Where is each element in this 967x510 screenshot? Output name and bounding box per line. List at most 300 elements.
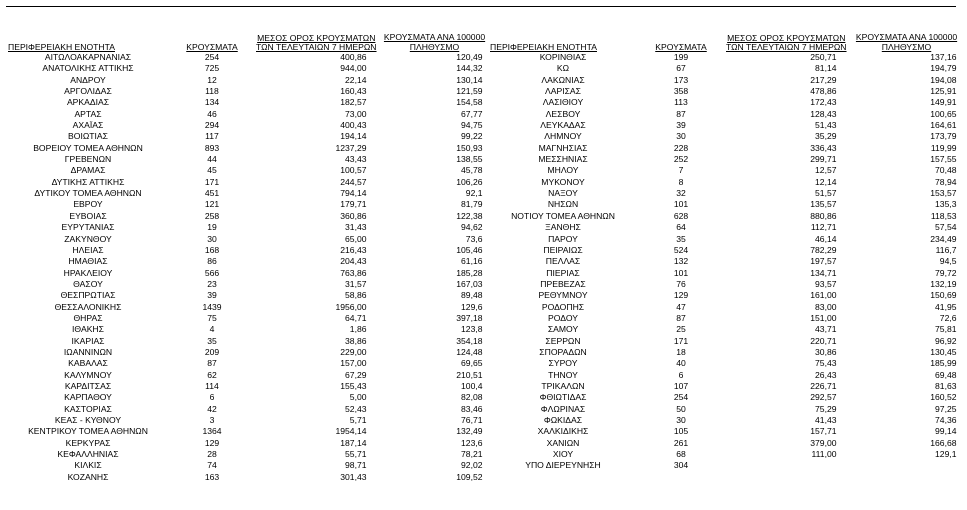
cases-cell: 1364 (202, 426, 222, 437)
avg7-cell: 41,43 (815, 415, 837, 425)
per100k-cell: 167,03 (456, 278, 483, 289)
per100k-cell: 194,79 (930, 63, 957, 74)
avg7-cell: 880,86 (810, 210, 837, 221)
region-cell: ΙΘΑΚΗΣ (72, 324, 104, 335)
table-row (490, 234, 967, 245)
avg7-cell: 65,00 (345, 233, 367, 244)
table-row (490, 143, 967, 154)
table-row (490, 404, 967, 415)
table-row (490, 63, 967, 74)
avg7-cell: 52,43 (345, 403, 367, 414)
table-row (490, 222, 967, 233)
avg7-cell: 336,43 (810, 142, 837, 153)
avg7-cell: 220,71 (810, 335, 837, 346)
table-row (8, 358, 493, 369)
region-cell: ΚΙΛΚΙΣ (74, 460, 102, 471)
per100k-cell: 160,52 (930, 392, 957, 403)
per100k-cell: 78,94 (935, 176, 957, 187)
cases-cell: 118 (205, 86, 219, 97)
region-cell: ΧΑΝΙΩΝ (546, 437, 580, 448)
cases-cell: 258 (204, 210, 220, 221)
per100k-cell: 397,18 (456, 312, 483, 323)
cases-cell: 39 (207, 290, 217, 301)
per100k-cell: 122,38 (456, 210, 483, 221)
cases-cell: 3 (209, 415, 215, 425)
cases-cell: 171 (204, 176, 220, 187)
per100k-cell: 130,45 (930, 346, 957, 357)
cases-cell: 35 (676, 233, 686, 244)
table-row (8, 404, 493, 415)
table-row (490, 86, 967, 97)
cases-cell: 261 (673, 437, 689, 448)
per100k-cell: 132,19 (930, 278, 957, 289)
avg7-cell: 5,71 (349, 415, 367, 425)
per100k-cell: 67,77 (461, 108, 483, 119)
region-cell: ΚΑΒΑΛΑΣ (68, 358, 108, 369)
avg7-cell: 1,86 (349, 324, 367, 335)
region-cell: ΥΠΟ ΔΙΕΡΕΥΝΗΣΗ (525, 460, 601, 471)
avg7-cell: 244,57 (340, 176, 367, 187)
avg7-cell: 64,71 (345, 312, 367, 323)
region-cell: ΘΕΣΠΡΩΤΙΑΣ (60, 290, 116, 301)
avg7-cell: 30,86 (815, 346, 837, 357)
per100k-cell: 185,99 (930, 358, 957, 369)
per100k-cell: 157,55 (930, 154, 957, 165)
region-cell: ΣΕΡΡΩΝ (545, 335, 581, 346)
per100k-cell: 210,51 (456, 369, 483, 380)
region-cell: ΘΑΣΟΥ (73, 278, 103, 289)
region-cell: ΗΜΑΘΙΑΣ (68, 256, 108, 267)
region-cell: ΣΑΜΟΥ (547, 324, 579, 335)
per100k-cell: 173,79 (930, 131, 957, 142)
avg7-cell: 38,86 (345, 335, 367, 346)
region-cell: ΑΧΑΪΑΣ (72, 120, 104, 131)
region-cell: ΚΑΛΥΜΝΟΥ (64, 369, 112, 380)
per100k-cell: 100,4 (461, 380, 483, 391)
region-cell: ΣΠΟΡΑΔΩΝ (539, 346, 587, 357)
region-cell: ΚΑΡΔΙΤΣΑΣ (64, 380, 112, 391)
per100k-cell: 154,58 (456, 97, 483, 108)
avg7-cell: 111,00 (811, 449, 837, 460)
region-cell: ΗΛΕΙΑΣ (72, 244, 104, 255)
per100k-cell: 79,72 (935, 267, 957, 278)
avg7-cell: 360,86 (340, 210, 367, 221)
table-row (8, 426, 493, 437)
region-cell: ΓΡΕΒΕΝΩΝ (64, 154, 112, 165)
table-row (490, 449, 967, 460)
left-cases-table (8, 23, 493, 483)
cases-cell: 254 (204, 52, 220, 62)
avg7-cell: 135,57 (810, 199, 837, 210)
header-per100k-line2: ΠΛΗΘΥΣΜΟ (881, 42, 932, 52)
per100k-cell: 72,6 (939, 312, 957, 323)
per100k-cell: 137,16 (930, 52, 957, 62)
cases-cell: 168 (204, 244, 220, 255)
per100k-cell (847, 460, 967, 471)
avg7-cell: 379,00 (810, 437, 837, 448)
region-cell: ΔΥΤΙΚΗΣ ΑΤΤΙΚΗΣ (51, 176, 125, 187)
table-row (8, 347, 493, 358)
cases-cell: 50 (676, 403, 686, 414)
table-row (8, 279, 493, 290)
region-cell: ΠΕΙΡΑΙΩΣ (543, 244, 583, 255)
cases-cell: 19 (207, 222, 217, 233)
avg7-cell: 75,43 (815, 358, 837, 369)
per100k-cell: 78,21 (461, 449, 483, 460)
cases-cell: 23 (207, 278, 217, 289)
per100k-cell: 94,62 (461, 222, 483, 233)
region-cell: ΑΙΤΩΛΟΑΚΑΡΝΑΝΙΑΣ (44, 52, 132, 62)
table-row (490, 370, 967, 381)
table-row (490, 279, 967, 290)
avg7-cell: 157,71 (810, 426, 837, 437)
avg7-cell: 250,71 (810, 52, 837, 62)
table-row (490, 211, 967, 222)
cases-cell: 163 (204, 471, 220, 482)
avg7-cell (726, 460, 847, 471)
region-cell: ΜΗΛΟΥ (547, 165, 579, 176)
avg7-cell: 81,14 (815, 63, 837, 74)
avg7-cell: 217,29 (810, 74, 837, 85)
header-cases: ΚΡΟΥΣΜΑΤΑ (186, 42, 238, 52)
per100k-cell: 105,46 (456, 244, 483, 255)
avg7-cell: 197,57 (810, 256, 837, 267)
table-row (8, 109, 493, 120)
region-cell: ΒΟΡΕΙΟΥ ΤΟΜΕΑ ΑΘΗΝΩΝ (33, 142, 143, 153)
header-region: ΠΕΡΙΦΕΡΕΙΑΚΗ ΕΝΟΤΗΤΑ (8, 42, 115, 52)
region-cell: ΕΥΒΟΙΑΣ (69, 210, 107, 221)
avg7-cell: 944,00 (340, 63, 367, 74)
cases-cell: 42 (207, 403, 217, 414)
right-header-row (490, 23, 967, 52)
cases-cell: 74 (207, 460, 217, 471)
avg7-cell: 187,14 (340, 437, 367, 448)
table-row (490, 302, 967, 313)
cases-cell: 18 (676, 346, 686, 357)
avg7-cell: 12,14 (815, 176, 837, 187)
region-cell: ΦΛΩΡΙΝΑΣ (540, 403, 586, 414)
avg7-cell: 67,29 (345, 369, 367, 380)
region-cell: ΛΗΜΝΟΥ (544, 131, 582, 142)
table-row (490, 52, 967, 63)
region-cell: ΠΡΕΒΕΖΑΣ (540, 278, 586, 289)
table-row (8, 97, 493, 108)
per100k-cell: 106,26 (456, 176, 483, 187)
avg7-cell: 204,43 (340, 256, 367, 267)
region-cell: ΕΥΡΥΤΑΝΙΑΣ (61, 222, 115, 233)
table-row (8, 460, 493, 471)
table-row (490, 154, 967, 165)
header-per100k-line1: ΚΡΟΥΣΜΑΤΑ ΑΝΑ 100000 (855, 32, 958, 42)
per100k-cell: 76,71 (461, 415, 483, 425)
right-cases-table (490, 23, 967, 472)
cases-cell: 129 (204, 437, 220, 448)
cases-cell: 725 (204, 63, 220, 74)
table-row (490, 392, 967, 403)
cases-cell: 199 (673, 52, 689, 62)
cases-cell: 358 (673, 86, 689, 97)
per100k-cell: 125,91 (930, 86, 957, 97)
region-cell: ΣΥΡΟΥ (548, 358, 578, 369)
table-row (8, 313, 493, 324)
region-cell: ΤΗΝΟΥ (548, 369, 578, 380)
region-cell: ΒΟΙΩΤΙΑΣ (68, 131, 108, 142)
region-cell: ΘΗΡΑΣ (73, 312, 103, 323)
avg7-cell: 161,00 (810, 290, 837, 301)
per100k-cell: 194,08 (930, 74, 957, 85)
cases-cell: 893 (204, 142, 220, 153)
cases-cell: 254 (673, 392, 689, 403)
per100k-cell: 135,3 (935, 199, 957, 210)
per100k-cell: 234,49 (930, 233, 957, 244)
cases-cell: 6 (678, 369, 684, 380)
avg7-cell: 46,14 (815, 233, 837, 244)
region-cell: ΡΟΔΟΥ (548, 312, 578, 323)
cases-cell: 62 (207, 369, 217, 380)
table-row (8, 268, 493, 279)
header-per100k-line1: ΚΡΟΥΣΜΑΤΑ ΑΝΑ 100000 (383, 32, 486, 42)
per100k-cell: 149,91 (930, 97, 957, 108)
region-cell: ΡΕΘΥΜΝΟΥ (538, 290, 588, 301)
avg7-cell: 301,43 (340, 471, 367, 482)
region-cell: ΕΒΡΟΥ (73, 199, 103, 210)
table-row (8, 199, 493, 210)
per100k-cell: 185,28 (456, 267, 483, 278)
cases-cell: 134 (204, 97, 220, 108)
avg7-cell: 134,71 (810, 267, 837, 278)
cases-cell: 304 (673, 460, 689, 471)
region-cell: ΚΕΦΑΛΛΗΝΙΑΣ (57, 449, 119, 460)
per100k-cell: 164,61 (930, 120, 957, 131)
per100k-cell: 99,22 (461, 131, 483, 142)
table-row (490, 75, 967, 86)
cases-cell: 64 (676, 222, 686, 233)
table-row (8, 256, 493, 267)
per100k-cell: 123,8 (461, 324, 483, 335)
cases-cell: 6 (209, 392, 215, 403)
region-cell: ΛΑΣΙΘΙΟΥ (542, 97, 584, 108)
avg7-cell: 155,43 (340, 380, 367, 391)
per100k-cell: 74,36 (935, 415, 957, 425)
cases-cell: 1439 (202, 301, 222, 312)
region-cell: ΝΟΤΙΟΥ ΤΟΜΕΑ ΑΘΗΝΩΝ (511, 210, 615, 221)
region-cell: ΜΕΣΣΗΝΙΑΣ (538, 154, 588, 165)
cases-cell: 46 (207, 108, 217, 119)
region-cell: ΞΑΝΘΗΣ (545, 222, 581, 233)
left-header-row (8, 23, 493, 52)
table-row (8, 63, 493, 74)
per100k-cell: 116,7 (935, 244, 957, 255)
table-row (8, 143, 493, 154)
per100k-cell: 97,25 (935, 403, 957, 414)
table-row (490, 177, 967, 188)
region-cell: ΜΑΓΝΗΣΙΑΣ (538, 142, 588, 153)
table-row (490, 347, 967, 358)
region-cell: ΚΑΡΠΑΘΟΥ (64, 392, 112, 403)
top-rule (6, 6, 956, 7)
region-cell: ΠΕΛΛΑΣ (545, 256, 581, 267)
cases-cell: 28 (207, 449, 217, 460)
region-cell: ΛΕΣΒΟΥ (545, 108, 581, 119)
cases-cell: 117 (205, 131, 219, 142)
per100k-cell: 69,65 (461, 358, 483, 369)
table-row (490, 381, 967, 392)
per100k-cell: 123,6 (461, 437, 483, 448)
avg7-cell: 194,14 (340, 131, 367, 142)
region-cell: ΚΕΝΤΡΙΚΟΥ ΤΟΜΕΑ ΑΘΗΝΩΝ (28, 426, 148, 437)
avg7-cell: 1954,14 (335, 426, 367, 437)
per100k-cell: 70,48 (935, 165, 957, 176)
avg7-cell: 794,14 (340, 188, 367, 199)
cases-cell: 209 (204, 346, 220, 357)
table-row (8, 392, 493, 403)
header-avg7 (256, 23, 377, 52)
avg7-cell: 157,00 (340, 358, 367, 369)
cases-cell: 67 (676, 63, 686, 74)
avg7-cell: 22,14 (345, 74, 367, 85)
avg7-cell: 182,57 (340, 97, 367, 108)
table-row (8, 52, 493, 63)
table-row (490, 256, 967, 267)
cases-cell: 252 (673, 154, 689, 165)
avg7-cell: 100,57 (340, 165, 367, 176)
avg7-cell: 292,57 (810, 392, 837, 403)
table-row (490, 268, 967, 279)
avg7-cell: 51,43 (815, 120, 837, 131)
cases-cell: 45 (207, 165, 217, 176)
per100k-cell: 150,69 (930, 290, 957, 301)
cases-cell: 30 (676, 415, 686, 425)
per100k-cell: 144,32 (456, 63, 483, 74)
region-cell: ΚΑΣΤΟΡΙΑΣ (64, 403, 112, 414)
cases-cell: 76 (676, 278, 686, 289)
cases-cell: 40 (676, 358, 686, 369)
right-table-body (490, 52, 967, 472)
cases-cell: 75 (207, 312, 217, 323)
cases-cell: 105 (673, 426, 689, 437)
table-row (8, 381, 493, 392)
avg7-cell: 229,00 (340, 346, 367, 357)
region-cell: ΛΑΡΙΣΑΣ (545, 86, 581, 97)
table-row (8, 324, 493, 335)
avg7-cell: 31,43 (345, 222, 367, 233)
cases-cell: 32 (676, 188, 686, 199)
region-cell: ΙΚΑΡΙΑΣ (71, 335, 105, 346)
cases-cell: 12 (207, 74, 217, 85)
region-cell: ΠΙΕΡΙΑΣ (546, 267, 580, 278)
table-row (490, 97, 967, 108)
cases-cell: 173 (673, 74, 689, 85)
avg7-cell: 93,57 (815, 278, 837, 289)
cases-cell: 47 (676, 301, 686, 312)
per100k-cell: 96,92 (935, 335, 957, 346)
avg7-cell: 73,00 (345, 108, 367, 119)
header-cases: ΚΡΟΥΣΜΑΤΑ (655, 42, 707, 52)
avg7-cell: 763,86 (340, 267, 367, 278)
per100k-cell: 82,08 (461, 392, 483, 403)
region-cell: ΑΝΑΤΟΛΙΚΗΣ ΑΤΤΙΚΗΣ (42, 63, 134, 74)
per100k-cell: 150,93 (456, 142, 483, 153)
per100k-cell: 153,57 (930, 188, 957, 199)
region-cell: ΑΡΓΟΛΙΔΑΣ (64, 86, 112, 97)
table-row (8, 245, 493, 256)
per100k-cell: 121,59 (456, 86, 483, 97)
per100k-cell: 89,48 (461, 290, 483, 301)
cases-cell: 524 (673, 244, 689, 255)
region-cell: ΑΡΤΑΣ (74, 108, 102, 119)
region-cell: ΑΝΔΡΟΥ (70, 74, 106, 85)
per100k-cell: 129,1 (935, 449, 957, 460)
avg7-cell: 299,71 (810, 154, 837, 165)
avg7-cell: 1956,00 (335, 301, 367, 312)
avg7-cell: 43,43 (345, 154, 367, 165)
left-table-body (8, 52, 493, 483)
per100k-cell: 118,53 (930, 210, 957, 221)
table-row (490, 415, 967, 426)
table-row (490, 109, 967, 120)
table-row (8, 415, 493, 426)
avg7-cell: 55,71 (345, 449, 367, 460)
region-cell: ΦΘΙΩΤΙΔΑΣ (539, 392, 587, 403)
table-row (8, 86, 493, 97)
table-row (490, 165, 967, 176)
table-row (490, 199, 967, 210)
cases-cell: 8 (678, 176, 684, 187)
cases-cell: 451 (204, 188, 220, 199)
per100k-cell: 354,18 (456, 335, 483, 346)
per100k-cell: 99,14 (935, 426, 957, 437)
per100k-cell: 124,48 (456, 346, 483, 357)
per100k-cell: 73,6 (465, 233, 483, 244)
header-per100k-line2: ΠΛΗΘΥΣΜΟ (409, 42, 460, 52)
table-row (8, 75, 493, 86)
header-region: ΠΕΡΙΦΕΡΕΙΑΚΗ ΕΝΟΤΗΤΑ (490, 42, 597, 52)
table-row (8, 234, 493, 245)
cases-cell: 101 (673, 199, 689, 210)
region-cell: ΝΗΣΩΝ (547, 199, 579, 210)
table-row (490, 358, 967, 369)
table-row (8, 120, 493, 131)
cases-cell: 228 (673, 142, 689, 153)
cases-cell: 30 (207, 233, 217, 244)
table-row (8, 449, 493, 460)
per100k-cell: 138,55 (456, 154, 483, 165)
cases-cell: 628 (673, 210, 689, 221)
header-avg7-line2: ΤΩΝ ΤΕΛΕΥΤΑΙΩΝ 7 ΗΜΕΡΩΝ (726, 42, 847, 52)
per100k-cell: 120,49 (456, 52, 483, 62)
region-cell: ΡΟΔΟΠΗΣ (541, 301, 585, 312)
region-cell: ΦΩΚΙΔΑΣ (543, 415, 583, 425)
avg7-cell: 478,86 (810, 86, 837, 97)
header-avg7-line2: ΤΩΝ ΤΕΛΕΥΤΑΙΩΝ 7 ΗΜΕΡΩΝ (256, 42, 377, 52)
cases-cell: 87 (676, 108, 686, 119)
table-row (490, 245, 967, 256)
region-cell: ΚΕΡΚΥΡΑΣ (65, 437, 111, 448)
avg7-cell: 51,57 (815, 188, 837, 199)
avg7-cell: 83,00 (815, 301, 837, 312)
table-row (8, 438, 493, 449)
region-cell: ΠΑΡΟΥ (548, 233, 578, 244)
table-row (8, 370, 493, 381)
region-cell: ΘΕΣΣΑΛΟΝΙΚΗΣ (54, 301, 122, 312)
avg7-cell: 35,29 (815, 131, 837, 142)
cases-cell: 30 (676, 131, 686, 142)
table-row (490, 290, 967, 301)
avg7-cell: 58,86 (345, 290, 367, 301)
per100k-cell: 166,68 (930, 437, 957, 448)
table-row (490, 313, 967, 324)
cases-cell: 294 (204, 120, 220, 131)
